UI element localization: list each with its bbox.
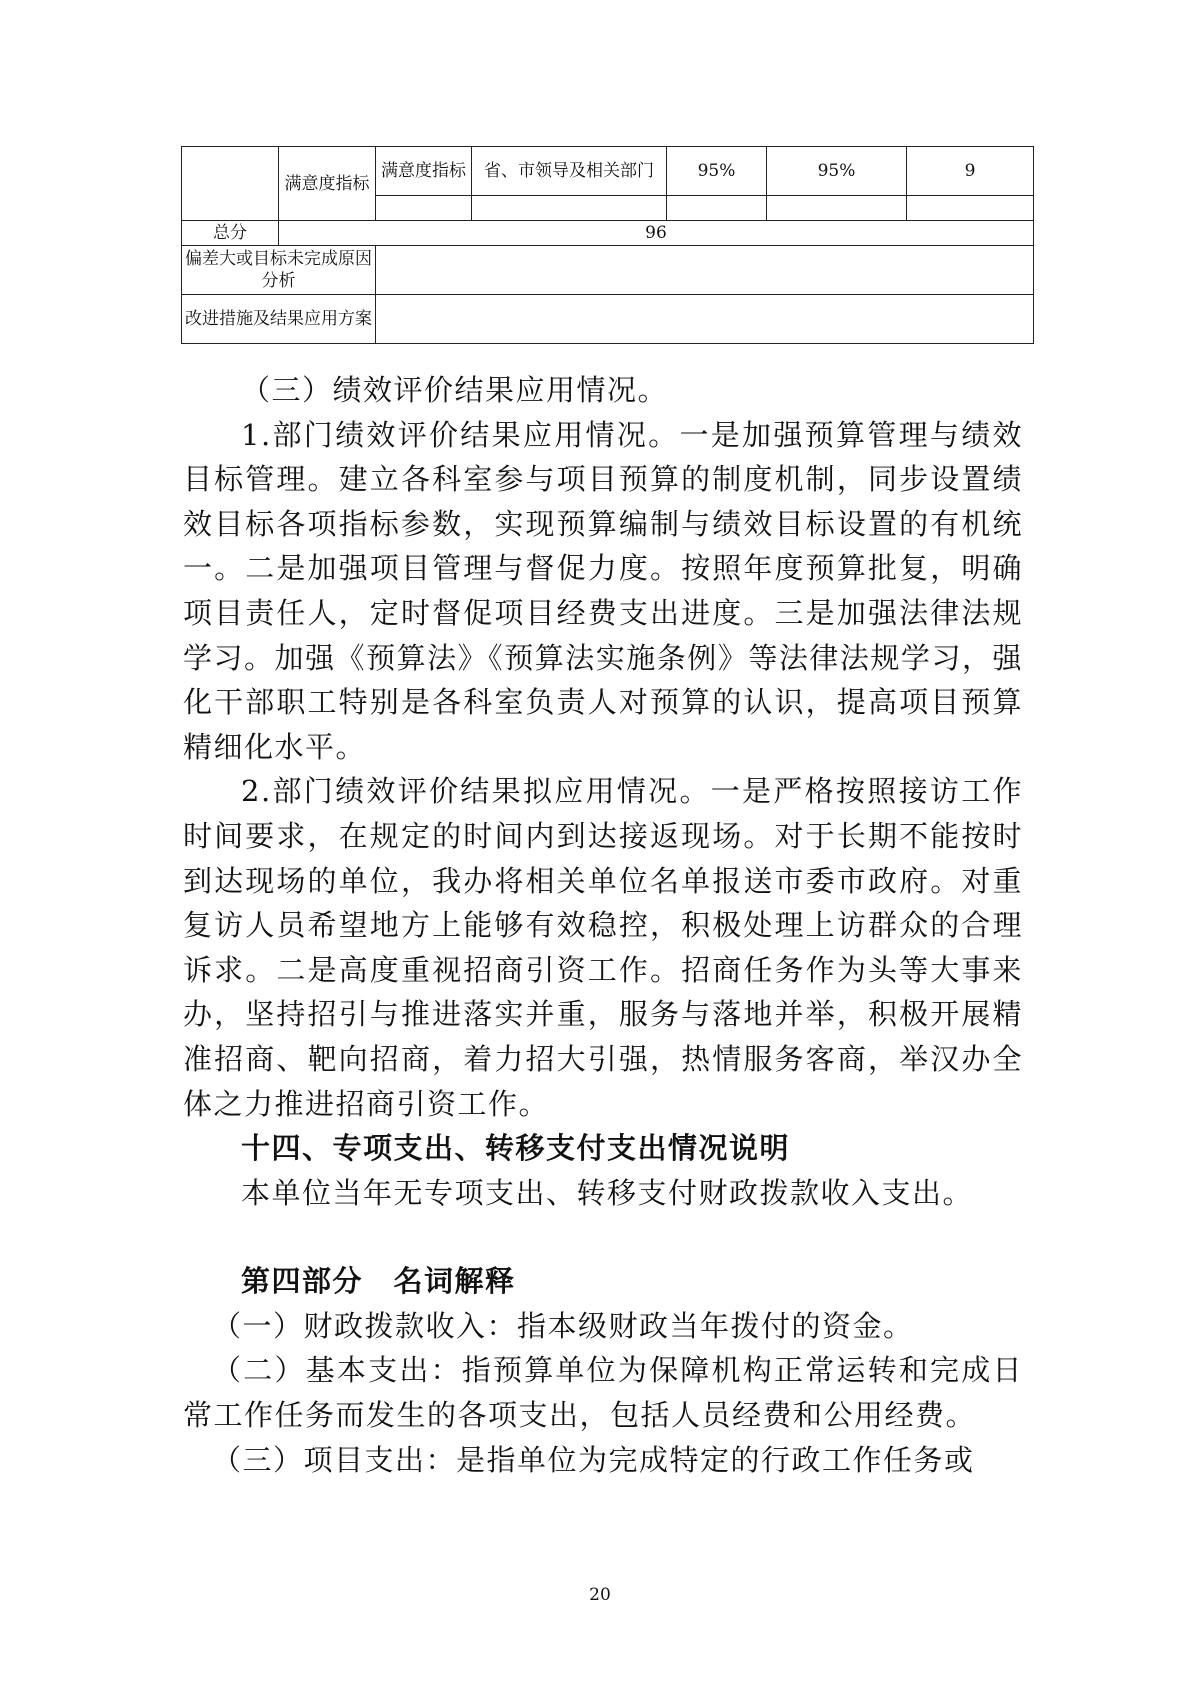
table-cell-improve-label: 改进措施及结果应用方案 <box>182 295 376 344</box>
table-cell-deviation-label: 偏差大或目标未完成原因分析 <box>182 246 376 295</box>
table-cell-score: 9 <box>907 147 1034 196</box>
paragraph-performance-results: （三）绩效评价结果应用情况。 <box>241 373 669 407</box>
table-row-total <box>182 221 1034 246</box>
term-basic-expenditure: （二）基本支出：指预算单位为保障机构正常运转和完成日常工作任务而发生的各项支出，包括人员经费和公用经费。 <box>183 1353 1023 1433</box>
table-cell-improve-value <box>376 295 1034 344</box>
performance-table <box>181 146 1034 344</box>
part-four-heading: 第四部分 名词解释 <box>241 1264 516 1299</box>
table-cell-category: 满意度指标 <box>279 147 376 221</box>
table-cell-empty <box>907 196 1034 221</box>
table-cell-empty <box>472 196 667 221</box>
spacer <box>183 1215 1023 1259</box>
table-row-deviation <box>182 246 1034 295</box>
table-cell-empty <box>767 196 907 221</box>
paragraph-dept-planned-results: 2.部门绩效评价结果拟应用情况。一是严格按照接访工作时间要求，在规定的时间内到达接返现场。对于长期不能按时到达现场的单位，我办将相关单位名单报送市委市政府。对重复访人员希望地方上能够有效稳控，积极处理上访群众的合理诉求。二是高度重视招商引资工作。招商任务作为头等大事来办，坚持招引与推进落实并重，服务与落地并举，积极开展精准招商、靶向招商，着力招大引强，热情服务客商，举汉办全体之力推进招商引资工作。 <box>183 774 1023 1121</box>
table-cell-target: 95% <box>667 147 767 196</box>
table-cell-actual: 95% <box>767 147 907 196</box>
paragraph-section-14: 本单位当年无专项支出、转移支付财政拨款收入支出。 <box>241 1175 974 1210</box>
performance-table-section <box>181 146 1033 344</box>
table-cell-indicator: 省、市领导及相关部门 <box>472 147 667 196</box>
table-row <box>182 147 1034 196</box>
section-heading-14: 十四、专项支出、转移支付支出情况说明 <box>241 1131 791 1166</box>
page-number: 20 <box>589 1585 611 1605</box>
table-cell-empty <box>667 196 767 221</box>
table-cell-empty <box>182 147 279 221</box>
table-cell-total-label: 总分 <box>182 221 279 246</box>
table-row-improve <box>182 295 1034 344</box>
term-fiscal-appropriation: （一）财政拨款收入：指本级财政当年拨付的资金。 <box>212 1308 914 1343</box>
table-cell-deviation-value <box>376 246 1034 295</box>
table-cell-empty <box>376 196 472 221</box>
body-text <box>183 368 1023 1482</box>
table-cell-total-value: 96 <box>279 221 1034 246</box>
table-cell-subcategory: 满意度指标 <box>376 147 472 196</box>
term-project-expenditure: （三）项目支出：是指单位为完成特定的行政工作任务或 <box>212 1442 975 1477</box>
paragraph-dept-results: 1.部门绩效评价结果应用情况。一是加强预算管理与绩效目标管理。建立各科室参与项目预算的制度机制，同步设置绩效目标各项指标参数，实现预算编制与绩效目标设置的有机统一。二是加强项目管理与督促力度。按照年度预算批复，明确项目责任人，定时督促项目经费支出进度。三是加强法律法规学习。加强《预算法》《预算法实施条例》等法律法规学习，强化干部职工特别是各科室负责人对预算的认识，提高项目预算精细化水平。 <box>183 417 1023 764</box>
